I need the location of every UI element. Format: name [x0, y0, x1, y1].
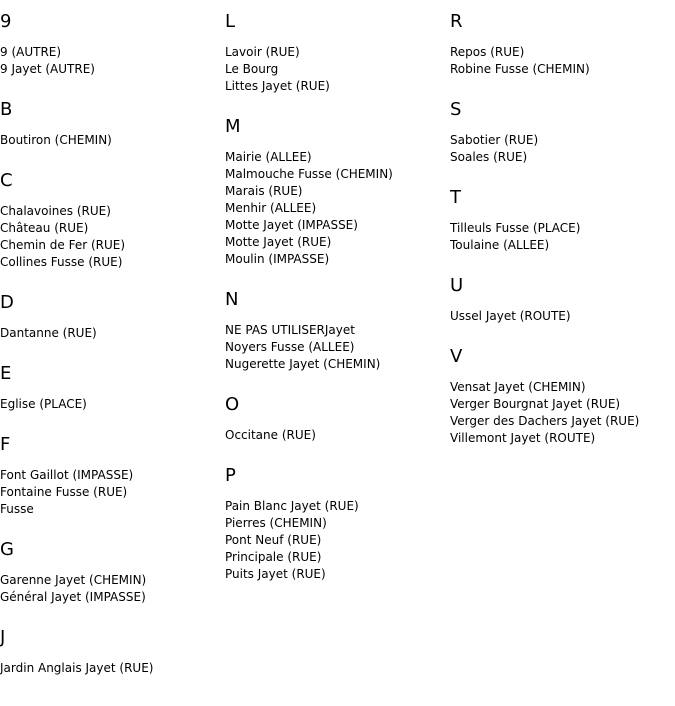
street-list-item [0, 325, 220, 342]
street-list-item [225, 532, 445, 549]
street-list-item [450, 149, 670, 166]
letter-group [0, 100, 220, 149]
street-link[interactable]: Chalavoines (RUE) [0, 204, 111, 218]
street-list-item [0, 467, 220, 484]
street-link[interactable]: 9 (AUTRE) [0, 45, 62, 59]
street-list-item [225, 549, 445, 566]
street-list-item [450, 132, 670, 149]
street-list [0, 132, 220, 149]
street-list-item [225, 515, 445, 532]
street-list-item [225, 44, 445, 61]
street-list [0, 572, 220, 606]
street-link[interactable]: Occitane (RUE) [225, 428, 316, 442]
letter-heading: D [0, 292, 14, 313]
street-list-item [0, 61, 220, 78]
street-list [0, 44, 220, 78]
letter-group [450, 188, 670, 254]
street-list-item [450, 396, 670, 413]
index-column-3 [450, 12, 670, 469]
street-link[interactable]: Verger Bourgnat Jayet (RUE) [450, 397, 621, 411]
street-link[interactable]: Soales (RUE) [450, 150, 528, 164]
letter-heading: O [225, 394, 240, 415]
street-link[interactable]: Pont Neuf (RUE) [225, 533, 322, 547]
street-link[interactable]: Malmouche Fusse (CHEMIN) [225, 167, 393, 181]
street-link[interactable]: Boutiron (CHEMIN) [0, 133, 112, 147]
street-list-item [0, 203, 220, 220]
letter-group [0, 435, 220, 518]
street-link[interactable]: Collines Fusse (RUE) [0, 255, 123, 269]
street-list-item [0, 572, 220, 589]
street-list-item [225, 149, 445, 166]
street-list [450, 220, 670, 254]
street-list-item [225, 566, 445, 583]
street-list-item [225, 183, 445, 200]
street-link[interactable]: Sabotier (RUE) [450, 133, 539, 147]
street-list-item [450, 220, 670, 237]
street-link[interactable]: Font Gaillot (IMPASSE) [0, 468, 134, 482]
street-link[interactable]: Ussel Jayet (ROUTE) [450, 309, 571, 323]
street-list-item [225, 234, 445, 251]
street-link[interactable]: Verger des Dachers Jayet (RUE) [450, 414, 640, 428]
street-link[interactable]: Principale (RUE) [225, 550, 322, 564]
letter-heading: N [225, 289, 239, 310]
street-link[interactable]: Menhir (ALLEE) [225, 201, 317, 215]
letter-group [0, 293, 220, 342]
street-link[interactable]: Repos (RUE) [450, 45, 525, 59]
street-list-item [0, 501, 220, 518]
street-link[interactable]: NE PAS UTILISERJayet [225, 323, 355, 337]
street-link[interactable]: Pain Blanc Jayet (RUE) [225, 499, 359, 513]
street-list-item [225, 356, 445, 373]
street-list [225, 498, 445, 583]
street-list [450, 308, 670, 325]
street-list-item [450, 308, 670, 325]
letter-group [0, 12, 220, 78]
letter-heading: B [0, 99, 13, 120]
letter-heading: F [0, 434, 11, 455]
street-link[interactable]: Dantanne (RUE) [0, 326, 97, 340]
street-link[interactable]: Chemin de Fer (RUE) [0, 238, 126, 252]
letter-group [225, 117, 445, 268]
letter-group [225, 395, 445, 444]
street-list-item [0, 660, 220, 677]
street-list [225, 149, 445, 268]
letter-heading: L [225, 11, 236, 32]
street-link[interactable]: Nugerette Jayet (CHEMIN) [225, 357, 381, 371]
street-list-item [225, 251, 445, 268]
letter-group [0, 628, 220, 677]
street-list-item [450, 379, 670, 396]
street-list [0, 203, 220, 271]
street-link[interactable]: Château (RUE) [0, 221, 89, 235]
street-link[interactable]: Puits Jayet (RUE) [225, 567, 326, 581]
letter-heading: M [225, 116, 241, 137]
street-link[interactable]: Général Jayet (IMPASSE) [0, 590, 146, 604]
letter-group [450, 12, 670, 78]
street-link[interactable]: Garenne Jayet (CHEMIN) [0, 573, 147, 587]
street-list-item [450, 430, 670, 447]
street-list-item [225, 427, 445, 444]
street-link[interactable]: Vensat Jayet (CHEMIN) [450, 380, 586, 394]
street-link[interactable]: Moulin (IMPASSE) [225, 252, 330, 266]
letter-heading: C [0, 170, 13, 191]
letter-group [450, 347, 670, 447]
letter-heading: R [450, 11, 463, 32]
street-link[interactable]: Toulaine (ALLEE) [450, 238, 550, 252]
letter-heading: 9 [0, 11, 12, 32]
letter-group [225, 12, 445, 95]
street-link[interactable]: Tilleuls Fusse (PLACE) [450, 221, 581, 235]
street-list [0, 660, 220, 677]
index-column-2 [225, 12, 445, 605]
street-link[interactable]: Littes Jayet (RUE) [225, 79, 330, 93]
letter-heading: J [0, 627, 6, 648]
letter-group [450, 276, 670, 325]
letter-group [0, 171, 220, 271]
street-list-item [0, 237, 220, 254]
street-link[interactable]: Mairie (ALLEE) [225, 150, 312, 164]
street-list [0, 325, 220, 342]
street-list-item [0, 132, 220, 149]
street-link[interactable]: Jardin Anglais Jayet (RUE) [0, 661, 154, 675]
street-list-item [450, 413, 670, 430]
street-link[interactable]: Marais (RUE) [225, 184, 303, 198]
letter-heading: G [0, 539, 14, 560]
letter-heading: T [450, 187, 461, 208]
street-list-item [0, 589, 220, 606]
street-link[interactable]: 9 Jayet (AUTRE) [0, 62, 95, 76]
street-list-item [225, 166, 445, 183]
street-list-item [0, 254, 220, 271]
street-list [450, 44, 670, 78]
street-list [225, 322, 445, 373]
street-link[interactable]: Fontaine Fusse (RUE) [0, 485, 128, 499]
letter-group [225, 466, 445, 583]
street-list [225, 427, 445, 444]
letter-group [0, 540, 220, 606]
street-link[interactable]: Fusse [0, 502, 34, 516]
street-list-item [450, 61, 670, 78]
street-link[interactable]: Le Bourg [225, 62, 279, 76]
street-link[interactable]: Eglise (PLACE) [0, 397, 87, 411]
letter-heading: V [450, 346, 463, 367]
street-list-item [225, 322, 445, 339]
letter-heading: U [450, 275, 464, 296]
street-list-item [450, 44, 670, 61]
street-list [450, 132, 670, 166]
letter-group [0, 364, 220, 413]
index-column-1 [0, 12, 220, 699]
street-link[interactable]: Pierres (CHEMIN) [225, 516, 327, 530]
street-list-item [0, 220, 220, 237]
street-list-item [450, 237, 670, 254]
letter-heading: S [450, 99, 462, 120]
street-list [450, 379, 670, 447]
street-link[interactable]: Robine Fusse (CHEMIN) [450, 62, 590, 76]
street-link[interactable]: Motte Jayet (IMPASSE) [225, 218, 358, 232]
street-list-item [0, 44, 220, 61]
street-list-item [225, 217, 445, 234]
letter-group [225, 290, 445, 373]
street-list-item [0, 484, 220, 501]
street-list [0, 467, 220, 518]
street-list [225, 44, 445, 95]
street-link[interactable]: Lavoir (RUE) [225, 45, 300, 59]
letter-group [450, 100, 670, 166]
street-list-item [225, 339, 445, 356]
letter-heading: E [0, 363, 12, 384]
street-list-item [225, 61, 445, 78]
street-link[interactable]: Motte Jayet (RUE) [225, 235, 332, 249]
street-link[interactable]: Villemont Jayet (ROUTE) [450, 431, 596, 445]
street-list-item [225, 200, 445, 217]
street-list-item [225, 498, 445, 515]
letter-heading: P [225, 465, 236, 486]
street-list-item [0, 396, 220, 413]
street-link[interactable]: Noyers Fusse (ALLEE) [225, 340, 355, 354]
street-list [0, 396, 220, 413]
street-list-item [225, 78, 445, 95]
